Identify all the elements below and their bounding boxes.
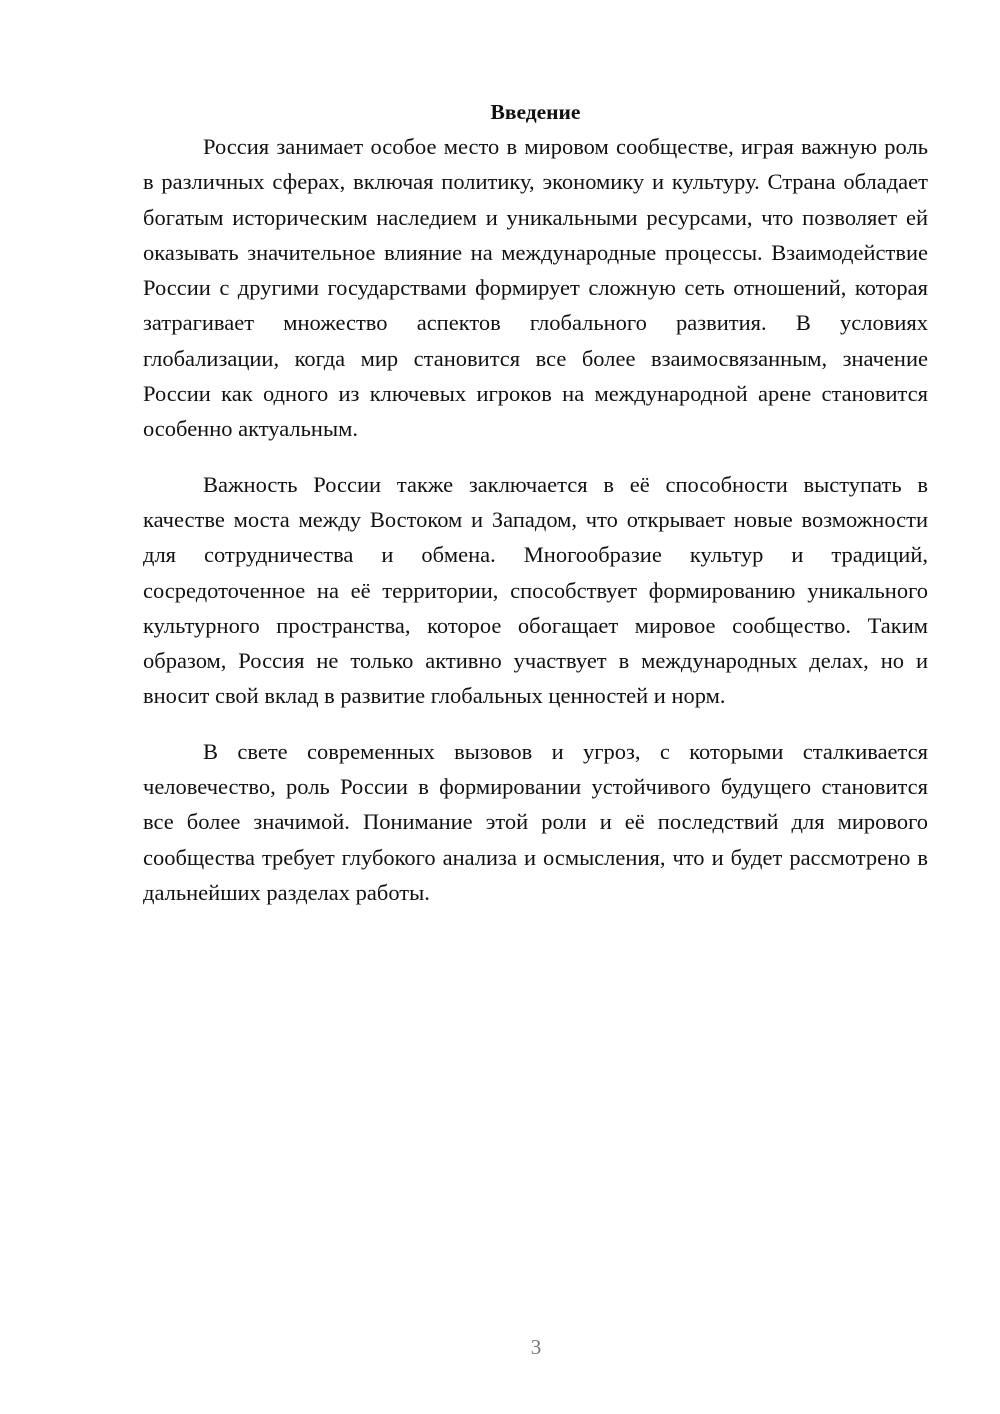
paragraph-3: В свете современных вызовов и угроз, с которыми сталкивается человечество, роль России в формировании устойчивого будущего становится все более значимой. Понимание этой роли и её последствий для мирового сообщества требует глубокого анализа и осмысления, что и будет рассмотрено в дальнейших разделах работы. — [143, 738, 928, 905]
page-content — [143, 96, 928, 910]
section-title: Введение — [490, 100, 581, 124]
page-number: 3 — [530, 1335, 542, 1359]
paragraph-1: Россия занимает особое место в мировом сообществе, играя важную роль в различных сферах, включая политику, экономику и культуру. Страна обладает богатым историческим наследием и уникальными ресурсами, что позволяет ей оказывать значительное влияние на международные процессы. Взаимодействие России с другими государствами формирует сложную сеть отношений, которая затрагивает множество аспектов глобального развития. В условиях глобализации, когда мир становится все более взаимосвязанным, значение России как одного из ключевых игроков на международной арене становится особенно актуальным. — [143, 134, 928, 442]
paragraph-2: Важность России также заключается в её способности выступать в качестве моста между Востоком и Западом, что открывает новые возможности для сотрудничества и обмена. Многообразие культур и традиций, сосредоточенное на её территории, способствует формированию уникального культурного пространства, которое обогащает мировое сообщество. Таким образом, Россия не только активно участвует в международных делах, но и вносит свой вклад в развитие глобальных ценностей и норм. — [143, 471, 928, 709]
